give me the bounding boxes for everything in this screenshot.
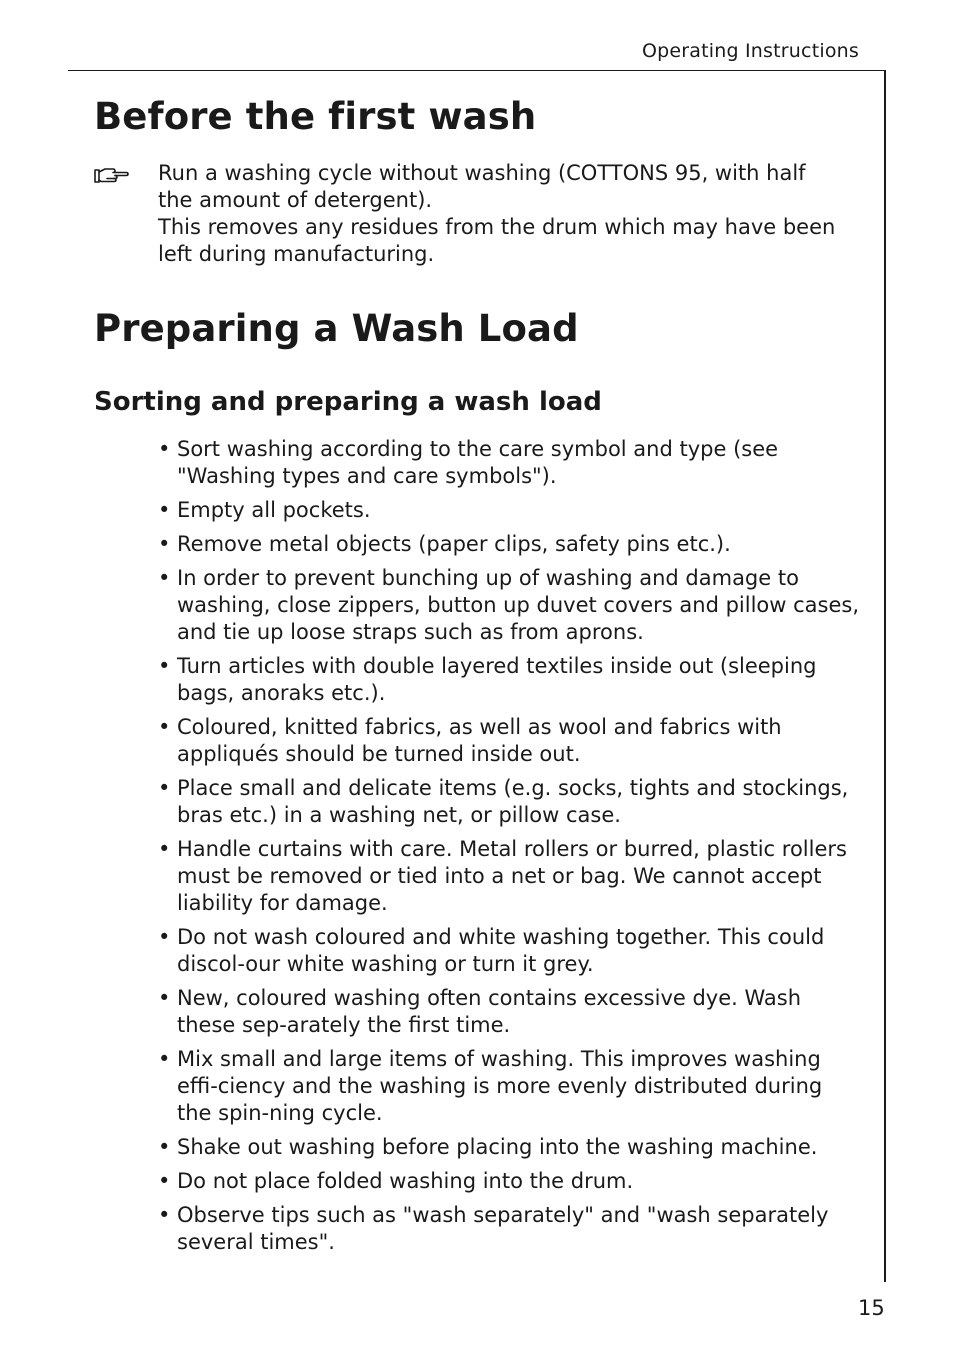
wash-load-subheading: Sorting and preparing a wash load	[94, 387, 602, 417]
list-item: • Handle curtains with care. Metal rollers or burred, plastic rollers must be removed or tied into a net or bag. We cannot accept liability for damage.	[158, 836, 863, 917]
list-item: • Do not wash coloured and white washing together. This could discol-our white washing or turn it grey.	[158, 924, 863, 978]
first-wash-heading: Before the first wash	[94, 95, 537, 138]
list-item: • Mix small and large items of washing. This improves washing effi-ciency and the washing is more evenly distributed during the spin-ning cycle.	[158, 1046, 863, 1127]
pointing-hand-icon	[93, 164, 129, 184]
first-wash-line-2: This removes any residues from the drum which may have been left during manufacturing.	[158, 215, 836, 266]
list-item: • In order to prevent bunching up of washing and damage to washing, close zippers, button up duvet covers and pillow cases, and tie up loose straps such as from aprons.	[158, 565, 863, 646]
right-margin-rule	[884, 70, 886, 1282]
list-item: • Observe tips such as "wash separately" and "wash separately several times".	[158, 1202, 863, 1256]
wash-load-list	[158, 436, 863, 1263]
list-item: • Empty all pockets.	[158, 497, 863, 524]
list-item: • Place small and delicate items (e.g. socks, tights and stockings, bras etc.) in a washing net, or pillow case.	[158, 775, 863, 829]
first-wash-note	[158, 160, 838, 268]
page-number: 15	[858, 1296, 885, 1320]
list-item: • Turn articles with double layered textiles inside out (sleeping bags, anoraks etc.).	[158, 653, 863, 707]
list-item: • Shake out washing before placing into the washing machine.	[158, 1134, 863, 1161]
list-item: • Remove metal objects (paper clips, safety pins etc.).	[158, 531, 863, 558]
list-item: • New, coloured washing often contains excessive dye. Wash these sep-arately the first time.	[158, 985, 863, 1039]
list-item: • Sort washing according to the care symbol and type (see "Washing types and care symbols").	[158, 436, 863, 490]
first-wash-line-1: Run a washing cycle without washing (COTTONS 95, with half the amount of detergent).	[158, 161, 806, 212]
header-rule	[68, 70, 886, 71]
list-item: • Coloured, knitted fabrics, as well as wool and fabrics with appliqués should be turned inside out.	[158, 714, 863, 768]
header-title: Operating Instructions	[641, 40, 859, 62]
list-item: • Do not place folded washing into the drum.	[158, 1168, 863, 1195]
wash-load-heading: Preparing a Wash Load	[94, 307, 579, 350]
